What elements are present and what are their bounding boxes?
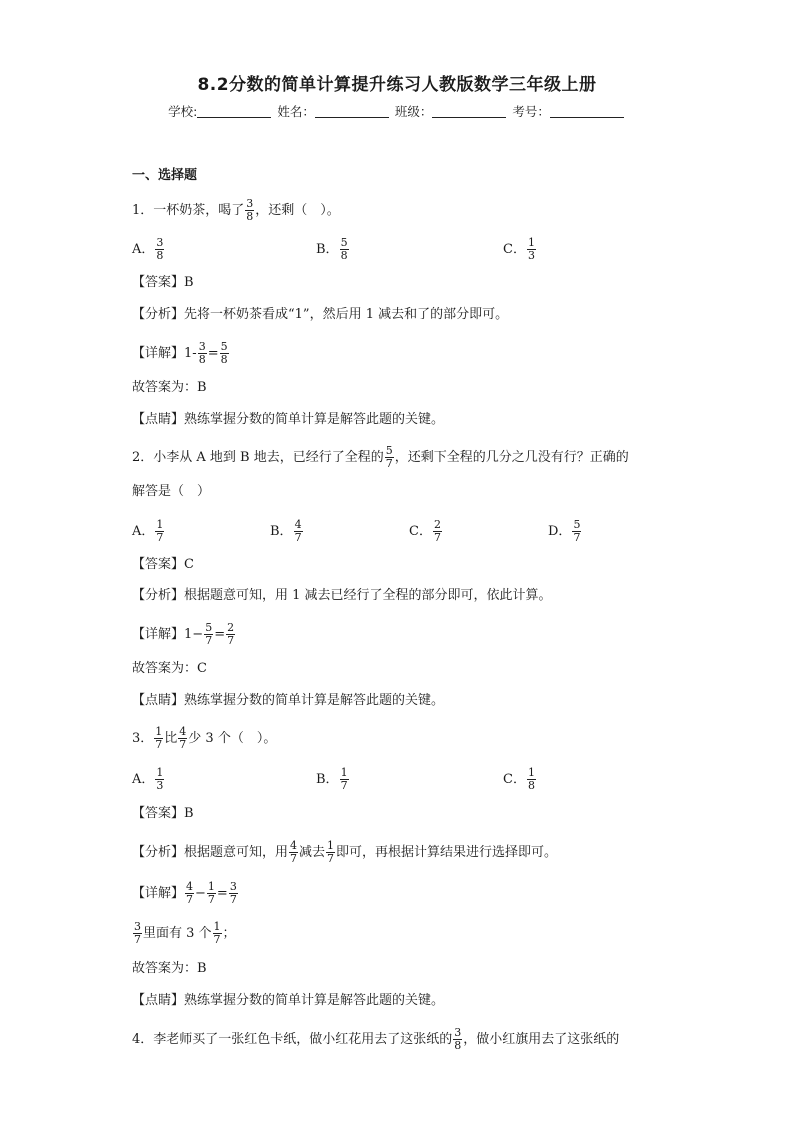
q3-detail: 【详解】 $\frac{4}{7}$ − $\frac{1}{7}$ = $\frac{3}{7}$ xyxy=(132,880,237,906)
name-label: 姓名： xyxy=(277,104,315,119)
q1-comment: 【点睛】熟练掌握分数的简单计算是解答此题的关键。 xyxy=(132,412,445,427)
q3-option-c[interactable]: C． $\frac{1}{8}$ xyxy=(503,766,535,792)
q2-stem xyxy=(132,445,629,470)
fraction: $\frac{1}{7}$ xyxy=(340,766,348,792)
fraction: $\frac{1}{7}$ xyxy=(156,518,164,544)
q2-stem-text: ，还剩下全程的几分之几没有行？正确的 xyxy=(394,450,629,465)
q4-stem-text: 4．李老师买了一张红色卡纸，做小红花用去了这张纸的 xyxy=(132,1032,453,1047)
fraction: $\frac{4}{7}$ xyxy=(179,725,187,751)
fraction: $\frac{1}{3}$ xyxy=(156,766,164,792)
q2-option-a[interactable]: A． $\frac{1}{7}$ xyxy=(132,518,164,544)
fraction: $\frac{5}{8}$ xyxy=(340,236,348,262)
number-blank[interactable] xyxy=(550,105,624,118)
fraction: $\frac{3}{7}$ xyxy=(229,880,237,906)
student-info-line xyxy=(0,102,794,120)
q3-stem: 3． $\frac{1}{7}$ 比 $\frac{4}{7}$ 少 3 个（ ）。 xyxy=(132,725,277,751)
q4-stem-text: ，做小红旗用去了这张纸的 xyxy=(463,1032,620,1047)
q4-stem xyxy=(132,1027,619,1052)
section-title: 一、选择题 xyxy=(132,168,198,183)
q3-option-a[interactable]: A． $\frac{1}{3}$ xyxy=(132,766,164,792)
q1-conclusion: 故答案为：B xyxy=(132,380,207,395)
class-label: 班级： xyxy=(394,104,433,119)
fraction: $\frac{1}{7}$ xyxy=(327,839,335,865)
q1-answer: 【答案】B xyxy=(132,275,194,290)
q1-stem-text: 1．一杯奶茶，喝了 xyxy=(132,203,245,218)
page-title: 8.2分数的简单计算提升练习人教版数学三年级上册 xyxy=(197,75,597,95)
school-blank[interactable] xyxy=(197,105,271,118)
q2-conclusion: 故答案为：C xyxy=(132,661,207,676)
fraction: $\frac{5}{8}$ xyxy=(220,340,228,366)
q3-extra: $\frac{3}{7}$ 里面有 3 个 $\frac{1}{7}$ ； xyxy=(134,920,236,946)
fraction: $\frac{3}{8}$ xyxy=(454,1026,462,1052)
q1-stem xyxy=(132,198,340,223)
q2-stem-cont: 解答是（ ） xyxy=(132,484,211,499)
fraction: $\frac{4}{7}$ xyxy=(186,880,194,906)
q1-detail: 【详解】1- $\frac{3}{8}$ = $\frac{5}{8}$ xyxy=(132,340,228,366)
q2-analysis: 【分析】根据题意可知，用 1 减去已经行了全程的部分即可，依此计算。 xyxy=(132,588,552,603)
number-label: 考号： xyxy=(512,104,550,119)
q1-option-a[interactable]: A． $\frac{3}{8}$ xyxy=(132,236,164,262)
q2-comment: 【点睛】熟练掌握分数的简单计算是解答此题的关键。 xyxy=(132,693,445,708)
fraction: $\frac{5}{7}$ xyxy=(385,444,393,470)
q3-answer: 【答案】B xyxy=(132,806,194,821)
q2-option-d[interactable]: D． $\frac{5}{7}$ xyxy=(548,518,581,544)
name-blank[interactable] xyxy=(315,105,389,118)
fraction: $\frac{3}{8}$ xyxy=(246,197,254,223)
fraction: $\frac{5}{7}$ xyxy=(205,621,213,647)
q2-option-b[interactable]: B． $\frac{4}{7}$ xyxy=(270,518,302,544)
fraction: $\frac{3}{8}$ xyxy=(156,236,164,262)
q2-option-c[interactable]: C． $\frac{2}{7}$ xyxy=(409,518,441,544)
fraction: $\frac{5}{7}$ xyxy=(573,518,581,544)
fraction: $\frac{4}{7}$ xyxy=(294,518,302,544)
q3-analysis: 【分析】根据题意可知，用 $\frac{4}{7}$ 减去 $\frac{1}{7}$ 即可，再根据计算结果进行选择即可。 xyxy=(132,839,558,865)
q2-stem-text: 2．小李从 A 地到 B 地去，已经行了全程的 xyxy=(132,450,384,465)
q1-analysis: 【分析】先将一杯奶茶看成“1”，然后用 1 减去和了的部分即可。 xyxy=(132,307,509,322)
fraction: $\frac{1}{8}$ xyxy=(527,766,535,792)
q3-conclusion: 故答案为：B xyxy=(132,961,207,976)
fraction: $\frac{4}{7}$ xyxy=(290,839,298,865)
class-blank[interactable] xyxy=(432,105,506,118)
q2-detail: 【详解】1− $\frac{5}{7}$ = $\frac{2}{7}$ xyxy=(132,621,235,647)
fraction: $\frac{1}{3}$ xyxy=(527,236,535,262)
q1-option-b[interactable]: B． $\frac{5}{8}$ xyxy=(316,236,348,262)
fraction: $\frac{1}{7}$ xyxy=(213,920,221,946)
fraction: $\frac{3}{7}$ xyxy=(134,920,141,946)
fraction: $\frac{1}{7}$ xyxy=(207,880,215,906)
q2-answer: 【答案】C xyxy=(132,557,194,572)
fraction: $\frac{1}{7}$ xyxy=(155,725,163,751)
q3-comment: 【点睛】熟练掌握分数的简单计算是解答此题的关键。 xyxy=(132,993,445,1008)
q1-option-c[interactable]: C． $\frac{1}{3}$ xyxy=(503,236,535,262)
fraction: $\frac{2}{7}$ xyxy=(227,621,235,647)
q1-stem-text: ，还剩（ ）。 xyxy=(255,203,340,218)
school-label: 学校: xyxy=(168,104,198,119)
fraction: $\frac{2}{7}$ xyxy=(433,518,441,544)
q3-option-b[interactable]: B． $\frac{1}{7}$ xyxy=(316,766,348,792)
fraction: $\frac{3}{8}$ xyxy=(198,340,206,366)
